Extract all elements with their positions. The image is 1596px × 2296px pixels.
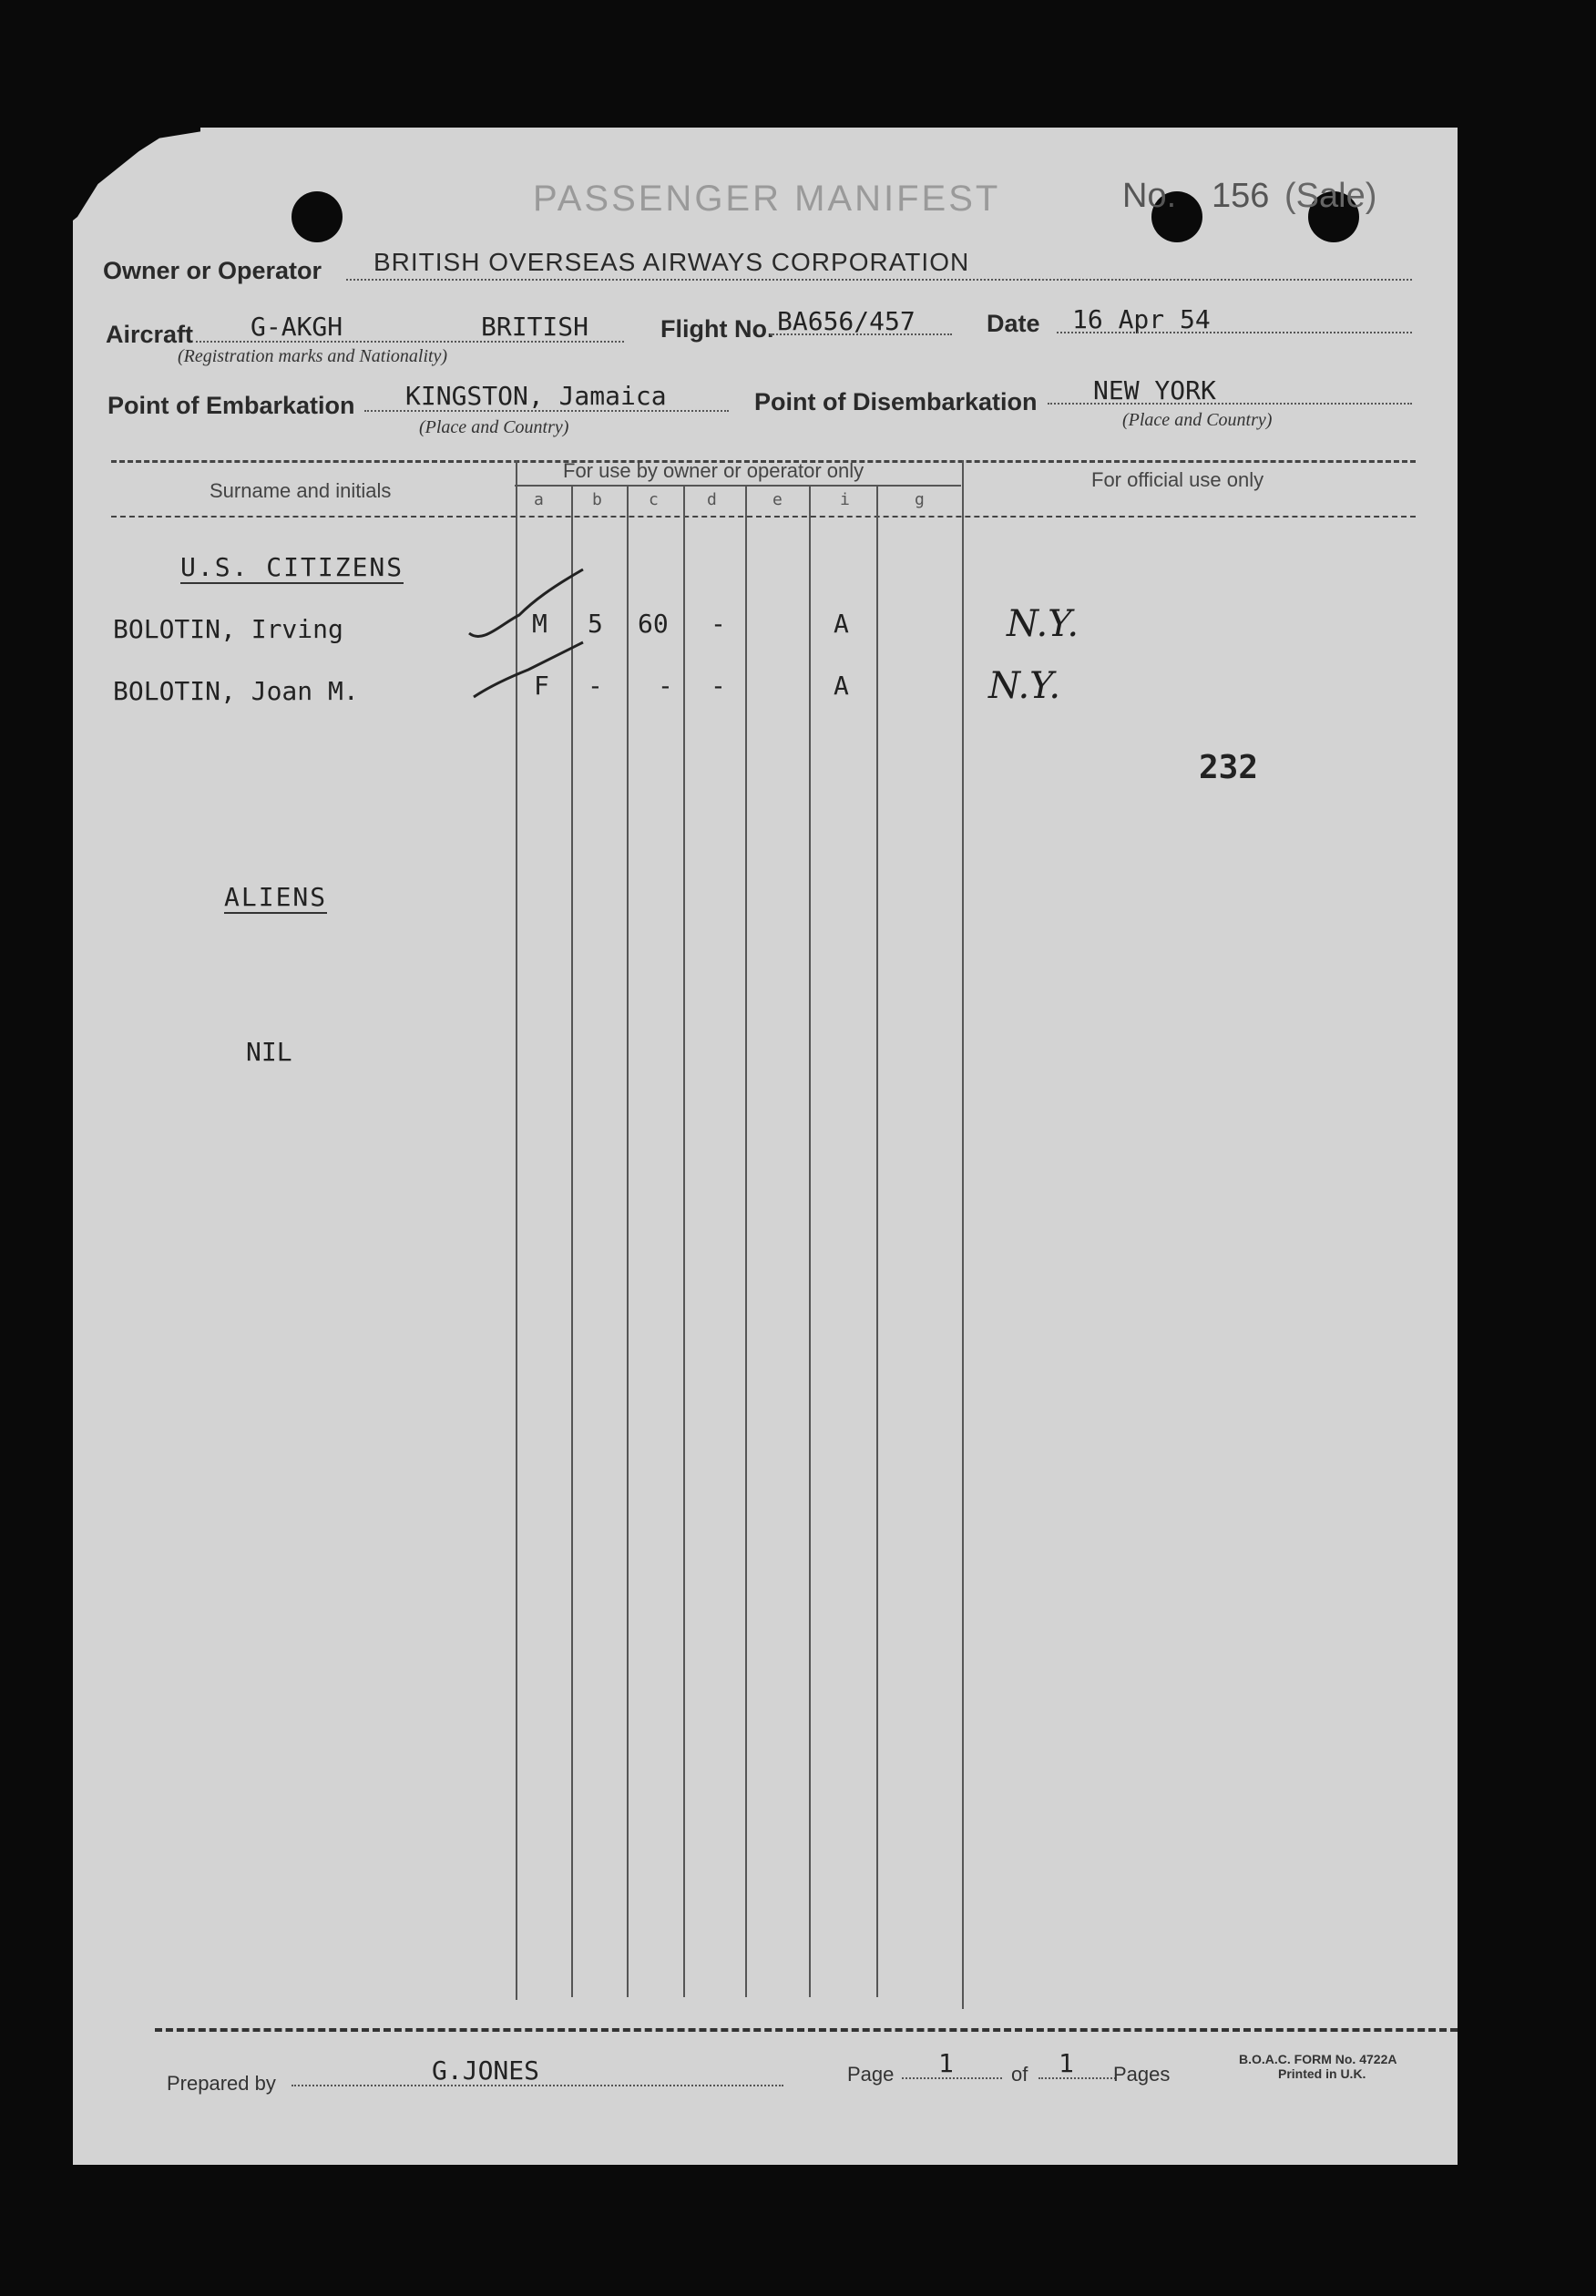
passenger-d: - [711, 671, 726, 701]
flight-label: Flight No. [660, 315, 774, 343]
stamp-number: 232 [1199, 749, 1259, 786]
subcolumn-d: d [707, 490, 717, 509]
section-us-citizens: U.S. CITIZENS [180, 552, 404, 582]
passenger-c: 60 [638, 609, 669, 639]
column-divider [627, 485, 629, 1997]
passenger-c: - [658, 671, 673, 701]
subcolumn-a: a [534, 490, 544, 509]
subcolumn-b: b [592, 490, 602, 509]
prepared-by-value: G.JONES [432, 2055, 540, 2086]
passenger-sex: M [532, 609, 547, 639]
form-code: B.O.A.C. FORM No. 4722A [1239, 2052, 1397, 2066]
subcolumn-e: e [772, 490, 783, 509]
total-pages: 1 [1059, 2048, 1074, 2078]
date-underline [1057, 332, 1412, 333]
aircraft-caption: (Registration marks and Nationality) [178, 346, 448, 366]
passenger-b: 5 [588, 609, 603, 639]
aircraft-nationality: BRITISH [481, 312, 589, 342]
printed-in: Printed in U.K. [1278, 2066, 1366, 2081]
column-header-official: For official use only [1091, 468, 1264, 491]
embarkation-label: Point of Embarkation [107, 392, 355, 419]
passenger-b: - [588, 671, 603, 701]
passenger-name: BOLOTIN, Irving [113, 614, 343, 644]
embarkation-caption: (Place and Country) [419, 417, 569, 437]
subcolumn-c: c [649, 490, 659, 509]
aircraft-label: Aircraft [106, 321, 194, 348]
passenger-name: BOLOTIN, Joan M. [113, 676, 359, 706]
page-number: 1 [938, 2048, 954, 2078]
flight-number: BA656/457 [777, 306, 916, 336]
page-label: Page [847, 2063, 895, 2086]
passenger-d: - [711, 609, 726, 639]
pages-label: Pages [1113, 2063, 1171, 2086]
punch-hole [292, 191, 343, 242]
aircraft-registration: G-AKGH [251, 312, 343, 342]
column-header-operator: For use by owner or operator only [563, 459, 864, 482]
column-divider [745, 485, 747, 1997]
column-header-name: Surname and initials [210, 479, 392, 502]
check-mark [469, 569, 583, 636]
subcolumn-g: g [915, 490, 925, 509]
disembarkation-caption: (Place and Country) [1122, 410, 1273, 430]
table-header-rule [111, 516, 1416, 518]
embarkation-value: KINGSTON, Jamaica [405, 381, 667, 411]
form-number: 156 [1212, 177, 1270, 215]
pages-underline [1038, 2077, 1116, 2079]
form-number-label: No. [1122, 177, 1177, 215]
disembarkation-value: NEW YORK [1093, 375, 1216, 405]
owner-value: BRITISH OVERSEAS AIRWAYS CORPORATION [373, 248, 970, 276]
form-number-suffix: (Sale) [1284, 177, 1377, 215]
disembarkation-label: Point of Disembarkation [754, 388, 1038, 415]
section-aliens: ALIENS [224, 882, 328, 912]
subcolumn-i: i [840, 490, 850, 509]
date-value: 16 Apr 54 [1072, 304, 1211, 334]
aliens-nil: NIL [246, 1037, 292, 1067]
column-divider [683, 485, 685, 1997]
date-label: Date [987, 310, 1040, 337]
flight-underline [770, 333, 952, 335]
embarkation-underline [364, 410, 729, 412]
official-mark: N.Y. [1007, 603, 1079, 645]
form-title: PASSENGER MANIFEST [533, 179, 1001, 219]
check-mark [474, 642, 583, 697]
prepared-by-underline [292, 2085, 783, 2086]
disembarkation-underline [1048, 403, 1412, 405]
official-mark: N.Y. [988, 665, 1061, 707]
prepared-by-label: Prepared by [167, 2072, 276, 2095]
footer-rule [155, 2028, 1458, 2032]
passenger-i: A [834, 609, 849, 639]
check-marks [465, 560, 592, 715]
owner-label: Owner or Operator [103, 257, 322, 284]
page-underline [902, 2077, 1002, 2079]
passenger-sex: F [534, 671, 549, 701]
operator-subheader-rule [515, 485, 961, 487]
column-divider [809, 485, 811, 1997]
of-label: of [1011, 2063, 1028, 2086]
column-divider [876, 485, 878, 1997]
passenger-i: A [834, 671, 849, 701]
aircraft-underline [196, 341, 624, 343]
owner-underline [346, 279, 1412, 281]
manifest-sheet [73, 128, 1458, 2165]
column-divider [962, 460, 964, 2009]
